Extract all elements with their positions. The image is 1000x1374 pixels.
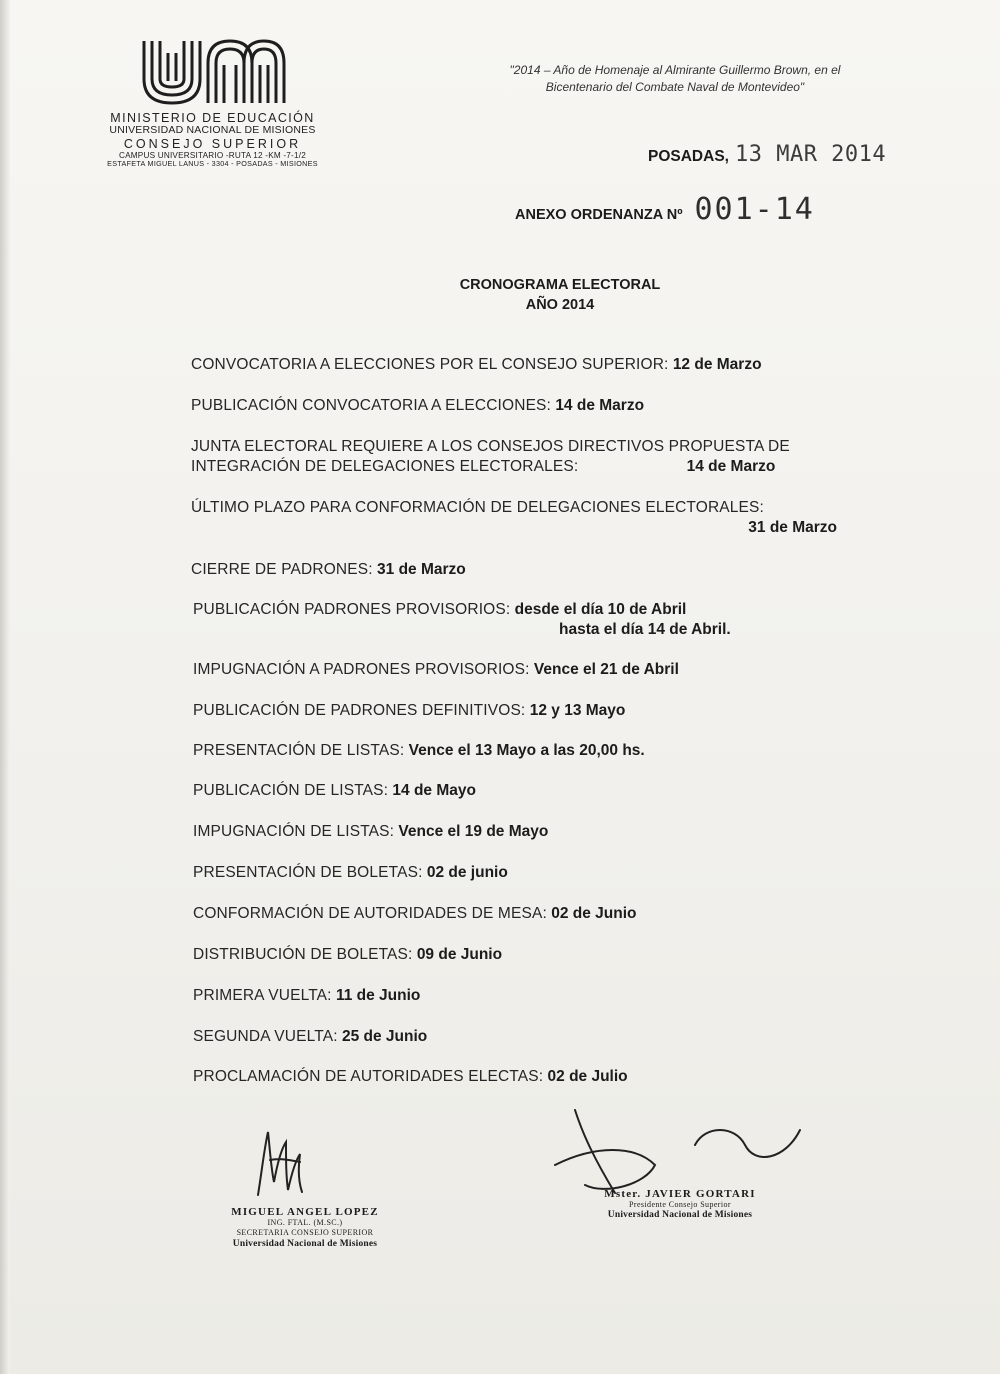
schedule-item	[191, 561, 466, 579]
postal-address: ESTAFETA MIGUEL LANUS - 3304 - POSADAS - MISIONES	[107, 158, 318, 168]
motto-line-1: "2014 – Año de Homenaje al Almirante Guillermo Brown, en el	[509, 63, 841, 77]
schedule-item	[193, 987, 420, 1005]
schedule-label: IMPUGNACIÓN DE LISTAS:	[193, 823, 395, 840]
letterhead	[80, 35, 345, 168]
schedule-label: PUBLICACIÓN DE PADRONES DEFINITIVOS:	[193, 702, 526, 719]
annex-label: ANEXO ORDENANZA Nº	[515, 207, 683, 223]
secretary-role: SECRETARIA CONSEJO SUPERIOR	[236, 1228, 374, 1238]
schedule-label: PRIMERA VUELTA:	[193, 987, 332, 1004]
schedule-label-cont: INTEGRACIÓN DE DELEGACIONES ELECTORALES:	[191, 458, 579, 476]
president-role: Presidente Consejo Superior	[629, 1200, 731, 1209]
schedule-date: Vence el 21 de Abril	[533, 661, 679, 678]
schedule-item	[193, 600, 731, 640]
schedule-item	[193, 782, 476, 800]
schedule-item	[193, 661, 679, 679]
schedule-label: PUBLICACIÓN CONVOCATORIA A ELECCIONES:	[191, 397, 551, 414]
signature-block-president	[560, 1188, 800, 1220]
schedule-label: PRESENTACIÓN DE LISTAS:	[193, 742, 405, 759]
schedule-item	[191, 437, 790, 477]
schedule-date: 14 de Marzo	[686, 458, 776, 476]
schedule-label: SEGUNDA VUELTA:	[193, 1028, 338, 1045]
schedule-date: Vence el 13 Mayo a las 20,00 hs.	[408, 742, 645, 759]
schedule-label: PROCLAMACIÓN DE AUTORIDADES ELECTAS:	[193, 1068, 544, 1085]
motto-line-2: Bicentenario del Combate Naval de Montevideo"	[545, 80, 805, 95]
ministry-name: MINISTERIO DE EDUCACIÓN	[110, 111, 315, 125]
schedule-date: 12 de Marzo	[672, 356, 762, 373]
title-line-1: CRONOGRAMA ELECTORAL	[459, 277, 661, 293]
annex-number-stamp: 001-14	[694, 192, 815, 227]
scan-edge-shadow	[0, 0, 10, 1374]
schedule-item	[193, 823, 548, 841]
schedule-label: PRESENTACIÓN DE BOLETAS:	[193, 864, 423, 881]
schedule-date: 02 de junio	[426, 864, 508, 881]
schedule-item	[191, 397, 644, 415]
president-name: Mster. JAVIER GORTARI	[604, 1188, 756, 1200]
schedule-label: PUBLICACIÓN PADRONES PROVISORIOS:	[193, 601, 511, 618]
campus-address: CAMPUS UNIVERSITARIO -RUTA 12 -KM -7-1/2	[119, 150, 306, 160]
schedule-date: 25 de Junio	[341, 1028, 428, 1045]
title-line-2: AÑO 2014	[525, 296, 595, 313]
schedule-date-end: hasta el día 14 de Abril.	[559, 621, 731, 639]
schedule-label: CONVOCATORIA A ELECCIONES POR EL CONSEJO SUPERIOR:	[191, 356, 669, 373]
schedule-label: CIERRE DE PADRONES:	[191, 561, 373, 578]
schedule-date: 02 de Junio	[551, 905, 637, 922]
schedule-item	[193, 864, 508, 882]
secretary-institution: Universidad Nacional de Misiones	[232, 1238, 378, 1249]
schedule-date: 14 de Mayo	[392, 782, 476, 799]
schedule-item	[193, 905, 637, 923]
schedule-label: ÚLTIMO PLAZO PARA CONFORMACIÓN DE DELEGACIONES ELECTORALES:	[191, 499, 764, 516]
year-motto	[425, 62, 925, 97]
schedule-item	[191, 498, 837, 538]
schedule-date: 11 de Junio	[335, 987, 421, 1004]
left-signature-scribble-icon	[240, 1120, 320, 1205]
schedule-date: 02 de Julio	[547, 1068, 628, 1085]
schedule-item	[193, 742, 645, 760]
schedule-date: 09 de Junio	[416, 946, 503, 963]
schedule-date: 31 de Marzo	[748, 519, 837, 537]
university-name: UNIVERSIDAD NACIONAL DE MISIONES	[109, 124, 316, 136]
schedule-label: IMPUGNACIÓN A PADRONES PROVISORIOS:	[193, 661, 530, 678]
schedule-date: desde el día 10 de Abril	[514, 601, 687, 618]
annex-reference	[515, 192, 815, 227]
schedule-date: 31 de Marzo	[377, 561, 466, 578]
secretary-name: MIGUEL ANGEL LOPEZ	[231, 1206, 379, 1218]
schedule-item	[193, 702, 625, 720]
unam-logo-icon	[138, 35, 288, 107]
schedule-label: CONFORMACIÓN DE AUTORIDADES DE MESA:	[193, 905, 547, 922]
council-name: CONSEJO SUPERIOR	[123, 136, 302, 151]
president-institution: Universidad Nacional de Misiones	[607, 1210, 753, 1221]
place-name: POSADAS,	[648, 148, 729, 165]
date-stamp: 13 MAR 2014	[734, 142, 887, 167]
secretary-title: ING. FTAL. (M.SC.)	[267, 1218, 343, 1227]
schedule-item	[193, 946, 502, 964]
schedule-date: 14 de Marzo	[555, 397, 645, 414]
signature-block-secretary	[205, 1206, 405, 1249]
schedule-date: 12 y 13 Mayo	[529, 702, 626, 719]
schedule-label: DISTRIBUCIÓN DE BOLETAS:	[193, 946, 413, 963]
place-date	[648, 142, 886, 167]
document-title	[410, 276, 710, 315]
schedule-item	[193, 1028, 427, 1046]
schedule-label: PUBLICACIÓN DE LISTAS:	[193, 782, 389, 799]
schedule-item	[193, 1068, 628, 1086]
schedule-item	[191, 356, 762, 374]
schedule-date: Vence el 19 de Mayo	[398, 823, 549, 840]
right-signature-scribble-icon	[545, 1105, 805, 1200]
schedule-label: JUNTA ELECTORAL REQUIERE A LOS CONSEJOS DIRECTIVOS PROPUESTA DE	[191, 438, 790, 455]
